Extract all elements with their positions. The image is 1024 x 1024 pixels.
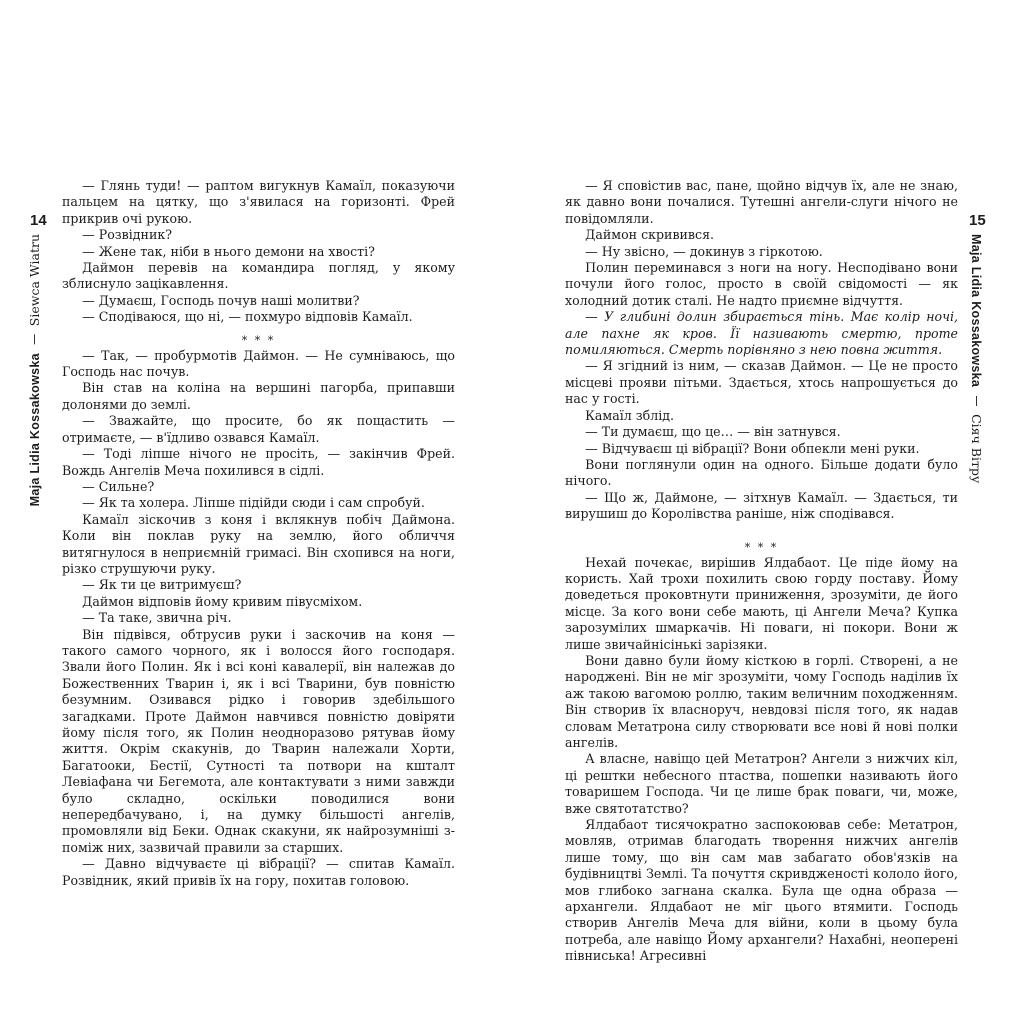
paragraph: — Що ж, Даймоне, — зітхнув Камаїл. — Здається, ти вирушиш до Королівства раніше, ніж сподівався. <box>565 489 958 522</box>
right-author: Maja Lidia Kossakowska <box>969 234 983 388</box>
paragraph: Ялдабаот тисячократно заспокоював себе: Метатрон, мовляв, отримав благодать творення нижчих ангелів лише тому, що він сам мав забагато обов'язків на будівництві Землі. Та почуття скривдженості кололо його, мов глибоко загнана скалка. Була ще одна образа — архангели. Ялдабаот не міг цього втямити. Господь створив Ангелів Меча для війни, коли в цьому була потреба, але навіщо Йому архангели? Нахабні, неоперені півниська! Агресивні <box>565 817 958 964</box>
paragraph: — Я сповістив вас, пане, щойно відчув їх, але не знаю, як давно вони почалися. Тутешні ангели-слуги нічого не повідомляли. <box>565 178 958 226</box>
right-runner <box>967 234 985 483</box>
paragraph: — Давно відчуваєте ці вібрації? — спитав Камаїл. Розвідник, який привів їх на гору, похитав головою. <box>62 856 455 888</box>
right-page <box>512 0 1024 1024</box>
left-page-number: 14 <box>30 212 47 229</box>
paragraph: — Зважайте, що просите, бо як пощастить — отримаєте, — в'їдливо озвався Камаїл. <box>62 413 455 445</box>
paragraph: — Розвідник? <box>82 227 172 243</box>
paragraph: Вони давно були йому кісткою в горлі. Створені, а не народжені. Він не міг зрозуміти, чому Господь наділив їх аж такою вагомою роллю, таким величним походженням. Він створив їх власноруч, невдовзі після того, як надав словам Метатрона силу створювати все нові й нові полки ангелів. <box>565 652 958 750</box>
right-text-column <box>565 178 958 965</box>
italic-paragraph: — У глибині долин збирається тінь. Має колір ночі, але пахне як кров. Її називають смертю, проте помиляються. Смерть порівняно з нею повна життя. <box>565 309 958 358</box>
paragraph: — Ти думаєш, що це… — він затнувся. <box>585 424 841 440</box>
paragraph: — Та таке, звична річ. <box>82 610 232 626</box>
right-book-title: Сіяч Вітру <box>969 414 984 484</box>
paragraph: Вони поглянули один на одного. Більше додати було нічого. <box>565 456 958 489</box>
paragraph: Він став на коліна на вершині пагорба, припавши долонями до землі. <box>62 380 455 412</box>
paragraph: Камаїл зіскочив з коня і вклякнув побіч Даймона. Коли він поклав руку на землю, його обличчя витягнулося в неприємній гримасі. Він схопився на ноги, різко струшуючи руку. <box>62 511 455 576</box>
paragraph: — Я згідний із ним, — сказав Даймон. — Це не просто місцеві прояви пітьми. Здається, хтось напрошується до нас у гості. <box>565 358 958 407</box>
paragraph: Даймон відповів йому кривим півусміхом. <box>82 593 363 609</box>
paragraph: — Тоді ліпше нічого не просіть, — закінчив Фрей. Вождь Ангелів Меча похилився в сідлі. <box>62 446 455 478</box>
paragraph: — Відчуваєш ці вібрації? Вони обпекли мені руки. <box>585 440 920 456</box>
left-runner-divider <box>35 335 36 345</box>
paragraph: Він підвівся, обтрусив руки і заскочив на коня — такого самого чорного, як і волосся його господаря. Звали його Полин. Як і всі коні кавалерії, він належав до Божественних Тварин і, як і всі Тварини, був повністю безумним. Озивався рідко і говорив здебільшого загадками. Проте Даймон навчився повністю довіряти йому після того, як Полин неодноразово рятував йому життя. Окрім скакунів, до Тварин належали Хорти, Багатооки, Бестії, Сутності та потвори на кшталт Левіафана чи Бегемота, але контактувати з ними завжди було складно, оскільки поводилися вони непередбачувано, і, на думку більшості ангелів, промовляли від Беки. Однак скакуни, як найрозумніші з-поміж них, зазвичай правили за старших. <box>62 626 455 855</box>
spacer <box>565 523 958 533</box>
paragraph: Камаїл зблід. <box>585 407 674 423</box>
right-running-header <box>963 200 993 500</box>
left-book-title: Siewca Wiatru <box>27 234 42 327</box>
paragraph: — Ну звісно, — докинув з гіркотою. <box>585 243 823 259</box>
left-text-column <box>62 178 455 889</box>
paragraph: — Як ти це витримуєш? <box>82 577 242 593</box>
paragraph: Даймон скривився. <box>585 227 715 243</box>
paragraph: Даймон перевів на командира погляд, у якому зблиснуло зацікавлення. <box>62 260 455 292</box>
paragraph: — Думаєш, Господь почув наші молитви? <box>82 292 360 308</box>
right-page-number: 15 <box>969 212 986 229</box>
paragraph: — Сильне? <box>82 478 155 494</box>
scene-break: * * * <box>744 540 779 554</box>
paragraph: — Жене так, ніби в нього демони на хвості? <box>82 243 375 259</box>
left-author: Maja Lidia Kossakowska <box>28 353 42 507</box>
paragraph: А власне, навіщо цей Метатрон? Ангели з нижчих кіл, ці рештки небесного птаства, пошепки називають його товаришем Господа. Чи це лише брак поваги, чи, може, вже святотатство? <box>565 751 958 816</box>
paragraph: Полин переминався з ноги на ногу. Несподівано вони почули його голос, просто в своїй свідомості — як холодний дотик сталі. Не надто приємне відчуття. <box>565 260 958 308</box>
paragraph: Нехай почекає, вирішив Ялдабаот. Це піде йому на користь. Хай трохи похилить свою горду поставу. Йому доведеться проковтнути приниження, зрозуміти, де його місце. За кого вони себе мають, ці Ангели Меча? Купка зарозумілих шмаркачів. Ні поваги, ні покори. Вони ж лише звичайнісінькі зарізяки. <box>565 554 958 652</box>
paragraph: — Як та холера. Ліпше підійди сюди і сам спробуй. <box>82 495 425 511</box>
scene-break: * * * <box>241 333 276 347</box>
paragraph: — Сподіваюся, що ні, — похмуро відповів Камаїл. <box>82 309 413 325</box>
left-running-header <box>22 200 52 507</box>
paragraph: — Глянь туди! — раптом вигукнув Камаїл, показуючи пальцем на цятку, що з'явилася на горизонті. Фрей прикрив очі рукою. <box>62 178 455 226</box>
right-runner-divider <box>976 396 977 406</box>
left-runner <box>26 234 44 506</box>
paragraph: — Так, — пробурмотів Даймон. — Не сумніваюсь, що Господь нас почув. <box>62 347 455 380</box>
